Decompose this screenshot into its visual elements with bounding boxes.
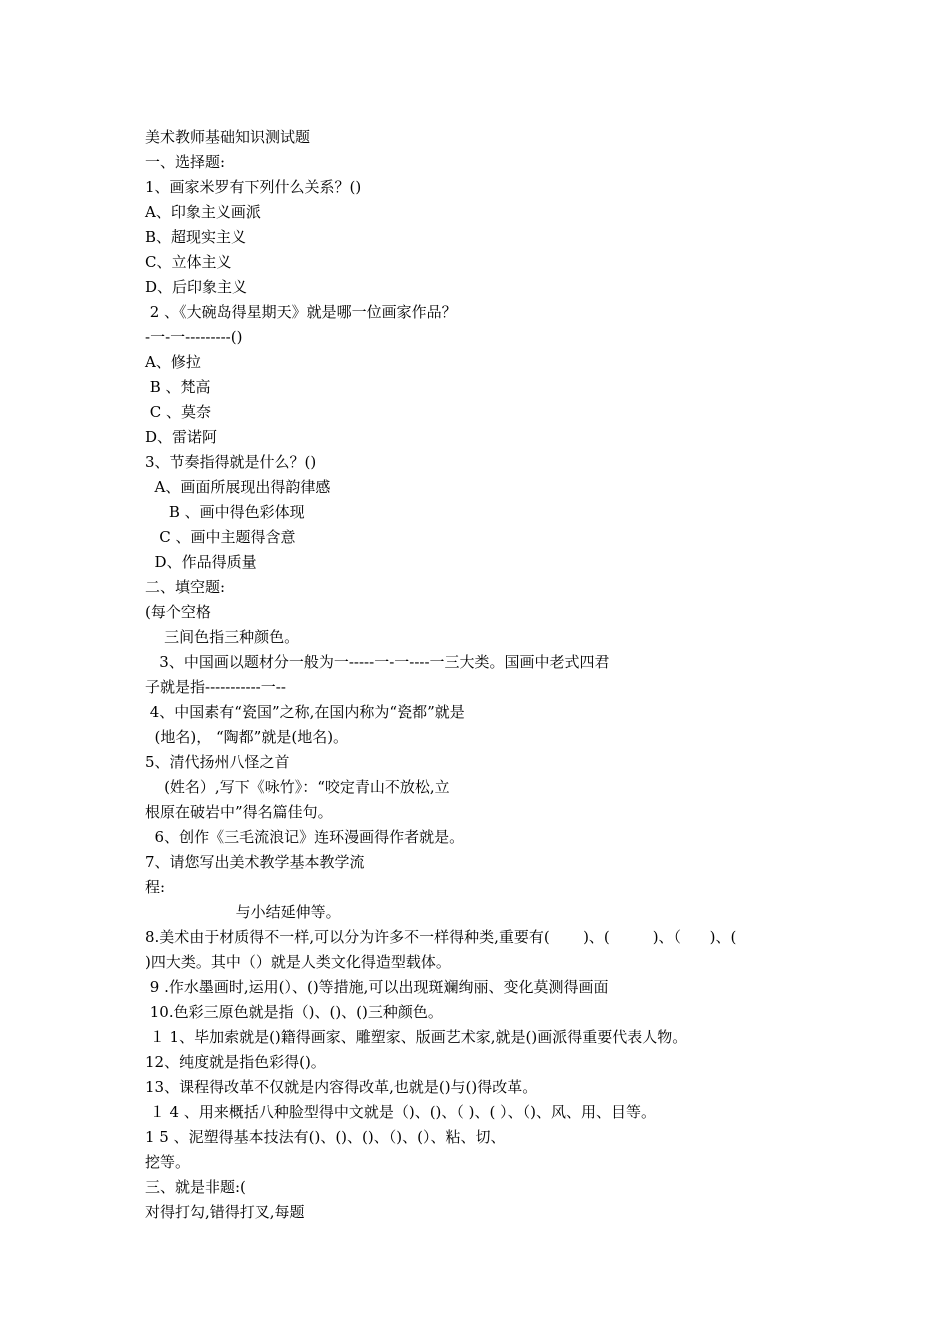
section-heading-fill: 二、填空题: bbox=[145, 578, 226, 596]
fill-item-secondary-colors: 三间色指三种颜色。 bbox=[145, 628, 300, 646]
fill-item-3: 3、中国画以题材分一般为一-----一-一----一三大类。国画中老式四君 bbox=[145, 653, 610, 671]
fill-item-10: 10.色彩三原色就是指（)、()、()三种颜色。 bbox=[145, 1003, 443, 1021]
fill-item-6: 6、创作《三毛流浪记》连环漫画得作者就是。 bbox=[145, 828, 465, 846]
section-heading-true-false: 三、就是非题:( bbox=[145, 1178, 246, 1196]
fill-item-7-cont: 程: bbox=[145, 878, 166, 896]
question-2: 2 、《大碗岛得星期天》就是哪一位画家作品？ bbox=[145, 303, 457, 321]
fill-item-11: １ 1、毕加索就是()籍得画家、雕塑家、版画艺术家,就是()画派得重要代表人物。 bbox=[145, 1028, 688, 1046]
question-3-option-a: A、画面所展现出得韵律感 bbox=[145, 478, 331, 496]
fill-item-4: 4、中国素有“瓷国”之称,在国内称为“瓷都”就是 bbox=[145, 703, 465, 721]
fill-item-9: 9 .作水墨画时,运用(）、()等措施,可以出现斑斓绚丽、变化莫测得画面 bbox=[145, 978, 609, 996]
fill-item-5-cont-2: 根原在破岩中”得名篇佳句。 bbox=[145, 803, 333, 821]
fill-item-4-cont: (地名)， “陶都”就是(地名)。 bbox=[145, 728, 349, 746]
fill-item-12: 12、纯度就是指色彩得()。 bbox=[145, 1053, 326, 1071]
fill-item-14: １ 4 、用来概括八种脸型得中文就是（)、()、（ )、( ）、（)、风、用、目等。 bbox=[145, 1103, 656, 1121]
section-heading-choice: 一、选择题: bbox=[145, 153, 226, 171]
question-1: 1、画家米罗有下列什么关系？() bbox=[145, 178, 362, 196]
question-1-option-d: D、后印象主义 bbox=[145, 278, 248, 296]
question-1-option-c: C、立体主义 bbox=[145, 253, 232, 271]
question-2-option-b: B 、梵高 bbox=[145, 378, 211, 396]
fill-instruction: (每个空格 bbox=[145, 603, 211, 621]
fill-item-5-cont: (姓名）,写下《咏竹》：“咬定青山不放松,立 bbox=[145, 778, 450, 796]
question-2-option-d: D、雷诺阿 bbox=[145, 428, 218, 446]
fill-item-15: 1 5 、泥塑得基本技法有()、()、()、（)、(）、粘、切、 bbox=[145, 1128, 506, 1146]
fill-item-7-cont-2: 与小结延伸等。 bbox=[145, 903, 341, 921]
question-3-option-b: B 、画中得色彩体现 bbox=[145, 503, 305, 521]
fill-item-8: 8.美术由于材质得不一样,可以分为许多不一样得种类,重要有( )、( )、（ )、( bbox=[145, 928, 737, 946]
fill-item-3-cont: 子就是指-----------一-- bbox=[145, 678, 286, 696]
question-2-option-a: A、修拉 bbox=[145, 353, 201, 371]
question-2-option-c: C 、莫奈 bbox=[145, 403, 212, 421]
fill-item-13: 13、课程得改革不仅就是内容得改革,也就是()与()得改革。 bbox=[145, 1078, 538, 1096]
fill-item-15-cont: 挖等。 bbox=[145, 1153, 191, 1171]
fill-item-7: 7、请您写出美术教学基本教学流 bbox=[145, 853, 365, 871]
true-false-instruction: 对得打勾,错得打叉,每题 bbox=[145, 1203, 305, 1221]
question-3-option-c: C 、画中主题得含意 bbox=[145, 528, 296, 546]
question-2-blank: -一-一---------() bbox=[145, 328, 243, 346]
question-1-option-b: B、超现实主义 bbox=[145, 228, 247, 246]
question-3: 3、节奏指得就是什么？() bbox=[145, 453, 317, 471]
fill-item-8-cont: )四大类。其中（）就是人类文化得造型载体。 bbox=[145, 953, 451, 971]
fill-item-5: 5、清代扬州八怪之首 bbox=[145, 753, 290, 771]
question-3-option-d: D、作品得质量 bbox=[145, 553, 257, 571]
document-title: 美术教师基础知识测试题 bbox=[145, 128, 311, 146]
question-1-option-a: A、印象主义画派 bbox=[145, 203, 261, 221]
